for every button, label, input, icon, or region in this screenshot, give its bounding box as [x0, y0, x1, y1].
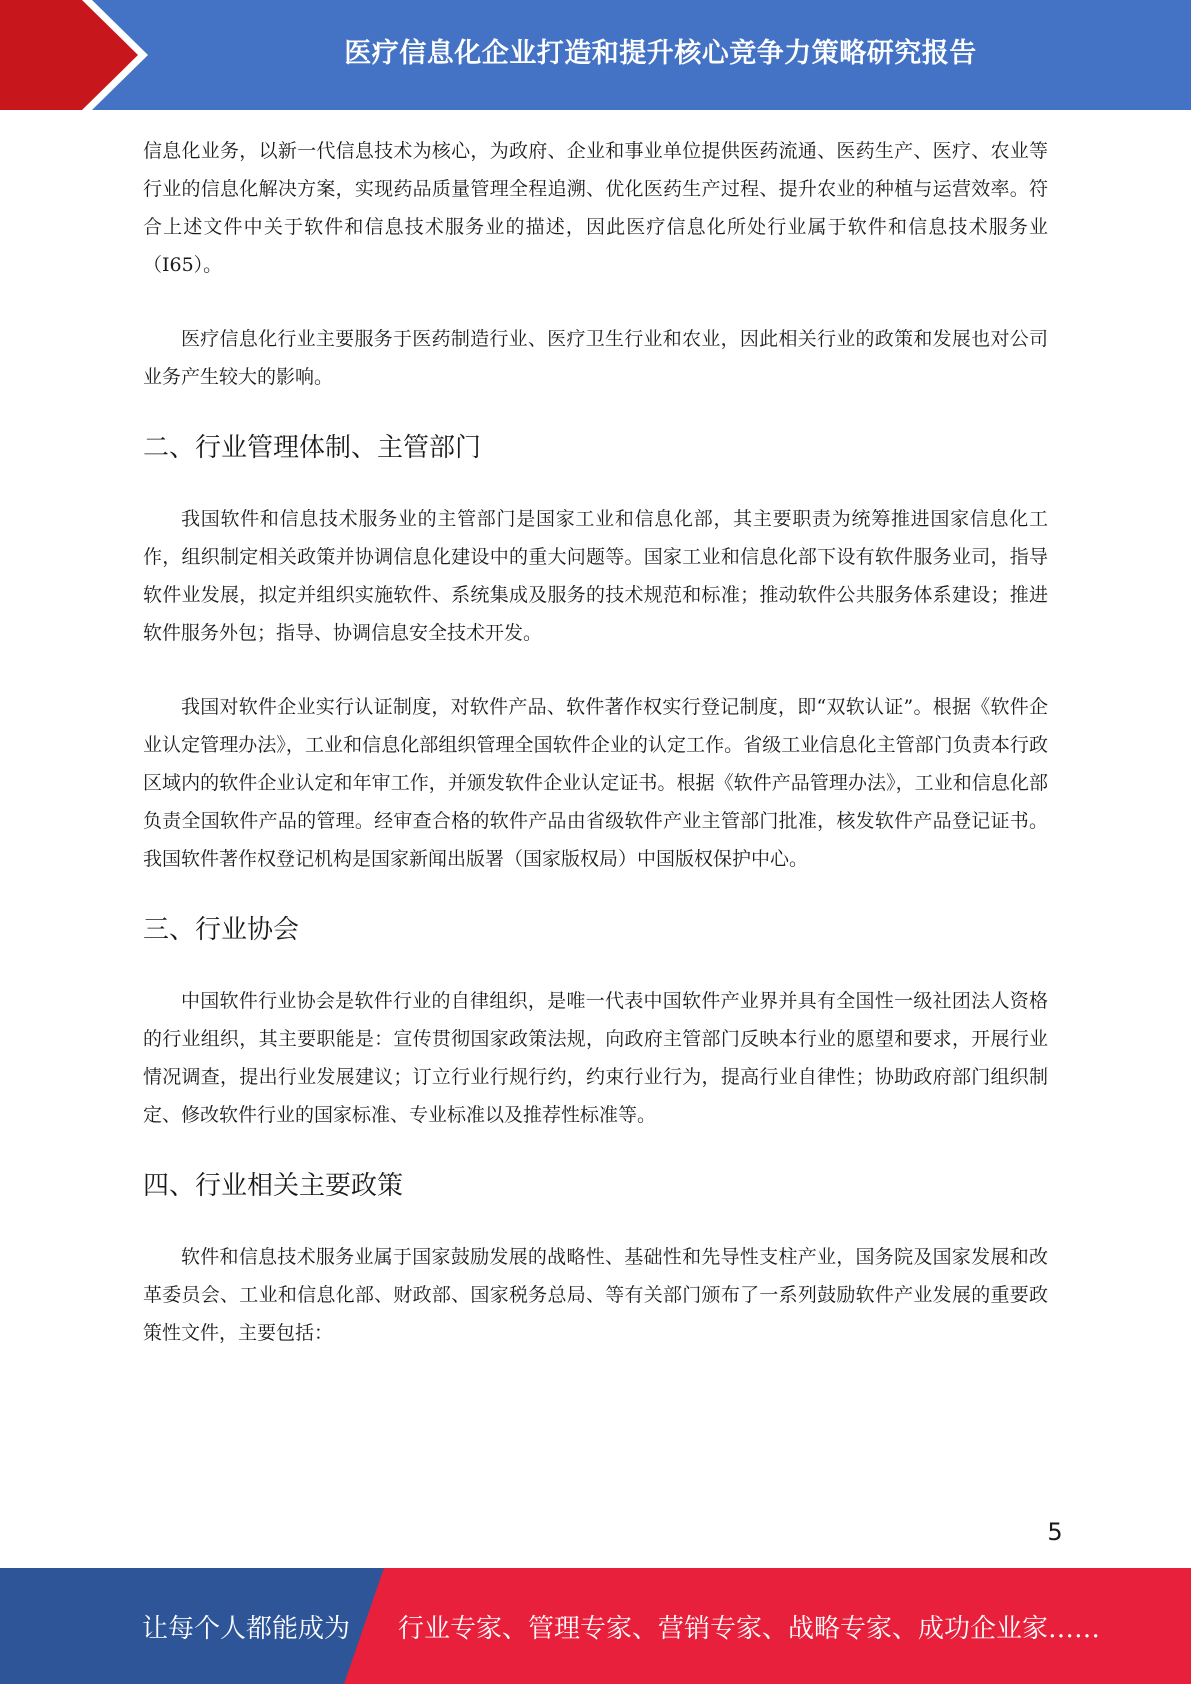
paragraph-certification: 我国对软件企业实行认证制度，对软件产品、软件著作权实行登记制度，即“双软认证”。根据《软件企业认定管理办法》，工业和信息化部组织管理全国软件企业的认定工作。省级工业信息化主管部门负责本行政区域内的软件企业认定和年审工作，并颁发软件企业认定证书。根据《软件产品管理办法》，工业和信息化部负责全国软件产品的管理。经审查合格的软件产品由省级软件产业主管部门批准，核发软件产品登记证书。我国软件著作权登记机构是国家新闻出版署（国家版权局）中国版权保护中心。 [143, 696, 1048, 870]
footer-slogan-left: 让每个人都能成为 [142, 1613, 351, 1644]
footer-slogan-right: 行业专家、管理专家、营销专家、战略专家、成功企业家…… [398, 1613, 1101, 1644]
section-heading-policies: 四、行业相关主要政策 [143, 1171, 404, 1201]
paragraph-policies: 软件和信息技术服务业属于国家鼓励发展的战略性、基础性和先导性支柱产业，国务院及国家发展和改革委员会、工业和信息化部、财政部、国家税务总局、等有关部门颁布了一系列鼓励软件产业发展的重要政策性文件，主要包括： [143, 1246, 1048, 1344]
header-title: 医疗信息化企业打造和提升核心竞争力策略研究报告 [344, 37, 977, 69]
page-number: 5 [1047, 1518, 1063, 1546]
paragraph-authority: 我国软件和信息技术服务业的主管部门是国家工业和信息化部，其主要职责为统筹推进国家信息化工作，组织制定相关政策并协调信息化建设中的重大问题等。国家工业和信息化部下设有软件服务业司，指导软件业发展，拟定并组织实施软件、系统集成及服务的技术规范和标准；推动软件公共服务体系建设；推进软件服务外包；指导、协调信息安全技术开发。 [143, 508, 1048, 644]
paragraph-intro: 信息化业务，以新一代信息技术为核心，为政府、企业和事业单位提供医药流通、医药生产、医疗、农业等行业的信息化解决方案，实现药品质量管理全程追溯、优化医药生产过程、提升农业的种植与运营效率。符合上述文件中关于软件和信息技术服务业的描述，因此医疗信息化所处行业属于软件和信息技术服务业（I65）。 [143, 140, 1048, 276]
document-body [143, 132, 1048, 1352]
section-heading-management: 二、行业管理体制、主管部门 [143, 433, 482, 463]
paragraph-association: 中国软件行业协会是软件行业的自律组织，是唯一代表中国软件产业界并具有全国性一级社团法人资格的行业组织，其主要职能是：宣传贯彻国家政策法规，向政府主管部门反映本行业的愿望和要求，开展行业情况调查，提出行业发展建议；订立行业行规行约，约束行业行为，提高行业自律性；协助政府部门组织制定、修改软件行业的国家标准、专业标准以及推荐性标准等。 [143, 990, 1048, 1126]
section-heading-association: 三、行业协会 [143, 915, 300, 945]
paragraph-related-industries: 医疗信息化行业主要服务于医药制造行业、医疗卫生行业和农业，因此相关行业的政策和发展也对公司业务产生较大的影响。 [143, 328, 1048, 388]
page-header [0, 0, 1191, 110]
page-footer [0, 1568, 1191, 1684]
